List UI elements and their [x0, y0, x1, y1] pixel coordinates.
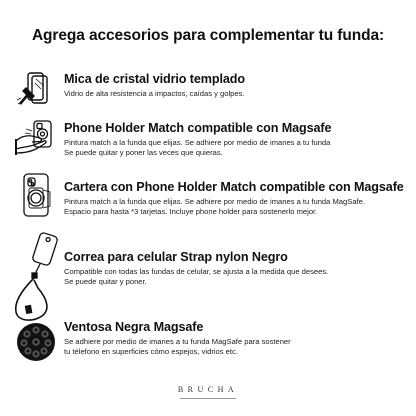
- item-title: Mica de cristal vidrio templado: [64, 72, 245, 86]
- item-title: Phone Holder Match compatible con Magsafe: [64, 121, 332, 135]
- phone-wallet-icon: [20, 172, 54, 220]
- phone-strap-icon: [8, 230, 64, 326]
- item-description: Vidrio de alta resistencia a impactos, caídas y golpes.: [64, 89, 245, 98]
- item-title: Ventosa Negra Magsafe: [64, 320, 204, 334]
- item-description: Compatible con todas las fundas de celular, se ajusta a la medida que desees. Se puede quitar y poner.: [64, 267, 329, 286]
- item-description: Pintura match a la funda que elijas. Se adhiere por medio de imanes a tu funda Se puede quitar y poner las veces que quieras.: [64, 138, 331, 157]
- item-description: Pintura match a la funda que elijas. Se adhiere por medio de imanes a tu funda MagSafe. Espacio para hasta *3 tarjetas. Incluye phone holder para sostenerlo mejor.: [64, 197, 365, 216]
- hand-phone-holder-icon: [12, 119, 56, 161]
- suction-cup-icon: [14, 320, 58, 364]
- item-title: Correa para celular Strap nylon Negro: [64, 250, 288, 264]
- item-description: Se adhiere por medio de imanes a tu funda MagSafe para sostener tu télefono en superficies cómo espejos, vidrios etc.: [64, 337, 291, 356]
- brand-logo: BRUCHA: [177, 385, 239, 394]
- hammer-glass-screen-icon: [14, 70, 54, 110]
- brand-underline: [180, 398, 236, 399]
- item-title: Cartera con Phone Holder Match compatible con Magsafe: [64, 180, 404, 194]
- page-title: Agrega accesorios para complementar tu funda:: [31, 27, 385, 44]
